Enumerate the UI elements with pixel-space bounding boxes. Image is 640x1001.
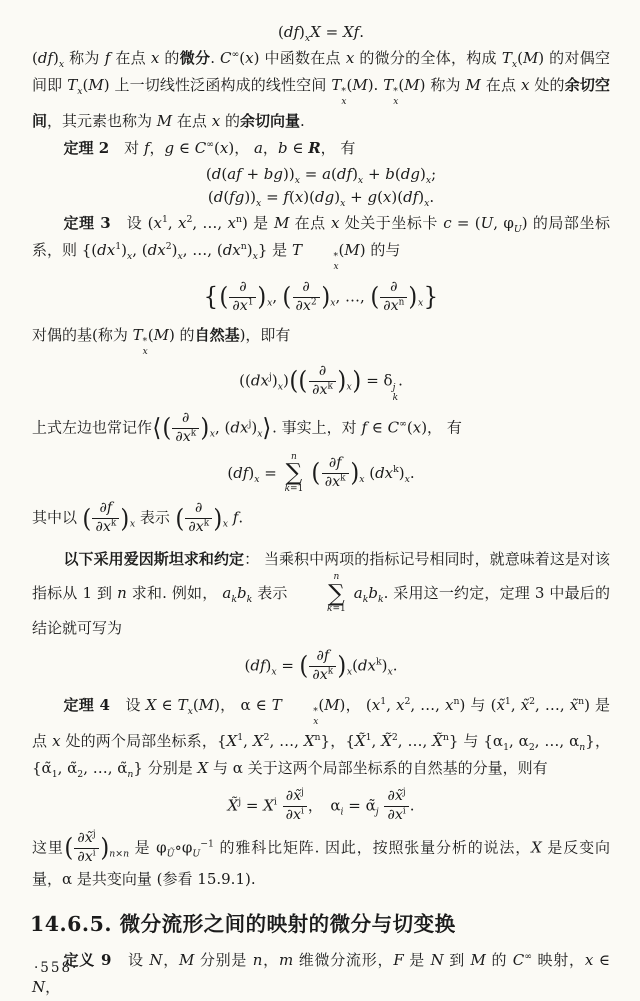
- intro-paragraph: $(df)_x$ 称为 f 在点 x 的微分. C∞(x) 中函数在点 x 的微分的全体，构成 $T_x(M)$ 的对偶空间即 $T_x(M)$ 上一切线性泛函构成的线性空间 T * x (M). T * x (M) 称为 M 在点 x 处的余切空间，其元素也称为 M 在点 x 的余切向量.: [32, 49, 610, 130]
- formula-product-rule: $(d(fg))_x = f(x)(dg)_x + g(x)(df)_x$.: [207, 187, 435, 209]
- definition-9: 定义 9 设 N，M 分别是 n，m 维微分流形，F 是 N 到 M 的 C∞ 映射，x ∈ N，: [32, 950, 610, 996]
- formula-einstein: $(df)_x$ = ( $\frac{\partial f}{\partial x^k}$ )$_x(dx^k)_x$.: [244, 648, 398, 684]
- notation-paragraph: 其中以 ( $\frac{\partial f}{\partial x^k}$ )$_x$ 表示 ( ∂ $\partial x^k$ )$_x$ f.: [32, 500, 244, 536]
- formula-kronecker-delta: $((dx^j)_x)$(( ∂ $\partial x^k$ )$_x) = \delta$ j k .: [239, 363, 403, 403]
- formula-component-transform: X̃$^j$ = $X^i$ $\frac{\partial x̃^j}{\partial x^i}$ ， $\alpha_i$ = $\alphã_j$ $\frac{\partial x̃^j}{\partial x^i}$ .: [227, 787, 415, 823]
- page-number: ·558·: [34, 960, 79, 976]
- formula-differential-sum: $(df)_x$ = n ∑ k=1 ( $\frac{\partial f}{\partial x^k}$ )$_x$ $(dx^k)_x$.: [227, 451, 415, 494]
- dual-basis-paragraph: 对偶的基(称为 T * x (M) 的自然基)，即有: [32, 325, 291, 357]
- formula-linearity: $(d(af + bg))_x = a(df)_x + b(dg)_x$;: [205, 164, 437, 186]
- pairing-paragraph: 上式左边也常记作⟨( ∂ $\partial x^k$ )$_x$, $(dx^j)_x⟩$. 事实上，对 f ∈ C∞(x)， 有: [32, 409, 462, 445]
- theorem-3: 定理 3 设 ($x^1$, $x^2$, …, $x^n$) 是 M 在点 x 处关于坐标卡 c = (U, $\varphi_U$) 的局部坐标系，则 {$(dx^1)_x$, $(dx^2)_x$, …, $(dx^n)_x$} 是 T * x (M) 的与: [32, 213, 610, 272]
- top-formula: $(df)_xX = Xf$.: [278, 23, 364, 44]
- theorem-4: 定理 4 设 X ∈ $T_x(M)$， α ∈ T * x (M)， ($x^1$, $x^2$, …, $x^n$) 与 (x̃$^1$, x̃$^2$, …, x̃$^n$) 是点 x 处的两个局部坐标系，{$X^1$, $X^2$, …, $X^n$}，{X̃$^1$, X̃$^2$, …, X̃$^n$} 与 {$\alpha_1$, $\alpha_2$, …, $\alpha_n$}，{$\alphã_1$, $\alphã_2$, …, $\alphã_n$} 分别是 X 与 α 关于这两个局部坐标系的自然基的分量，则有: [32, 696, 610, 780]
- section-heading: 14.6.5. 微分流形之间的映射的微分与切变换: [30, 911, 456, 936]
- theorem-2: 定理 2 对 f，g ∈ C∞(x)， a，b ∈ R， 有: [63, 138, 356, 157]
- einstein-convention-paragraph: 以下采用爱因斯坦求和约定： 当乘积中两项的指标记号相同时，就意味着这是对该指标从 1 到 n 求和. 例如， $a_kb_k$ 表示 n ∑ k=1 $a_kb_k$. 采用这一约定，定理 3 中最后的结论就可写为: [32, 550, 610, 638]
- formula-natural-basis: {( ∂ $\partial x^1$ )$_x$, ( ∂ $\partial x^2$ )$_x$, …, ( ∂ $\partial x^n$ )$_x$}: [203, 278, 439, 314]
- jacobian-paragraph: 这里( $\frac{\partial x̃^j}{\partial x^i}$ )$_{n\times n}$ 是 $\varphi_Ũ\circ\varphi_U^{-1}$ 的雅科比矩阵. 因此，按照张量分析的说法，X 是反变向量，α 是共变向量 (参看 15.9.1).: [32, 829, 610, 888]
